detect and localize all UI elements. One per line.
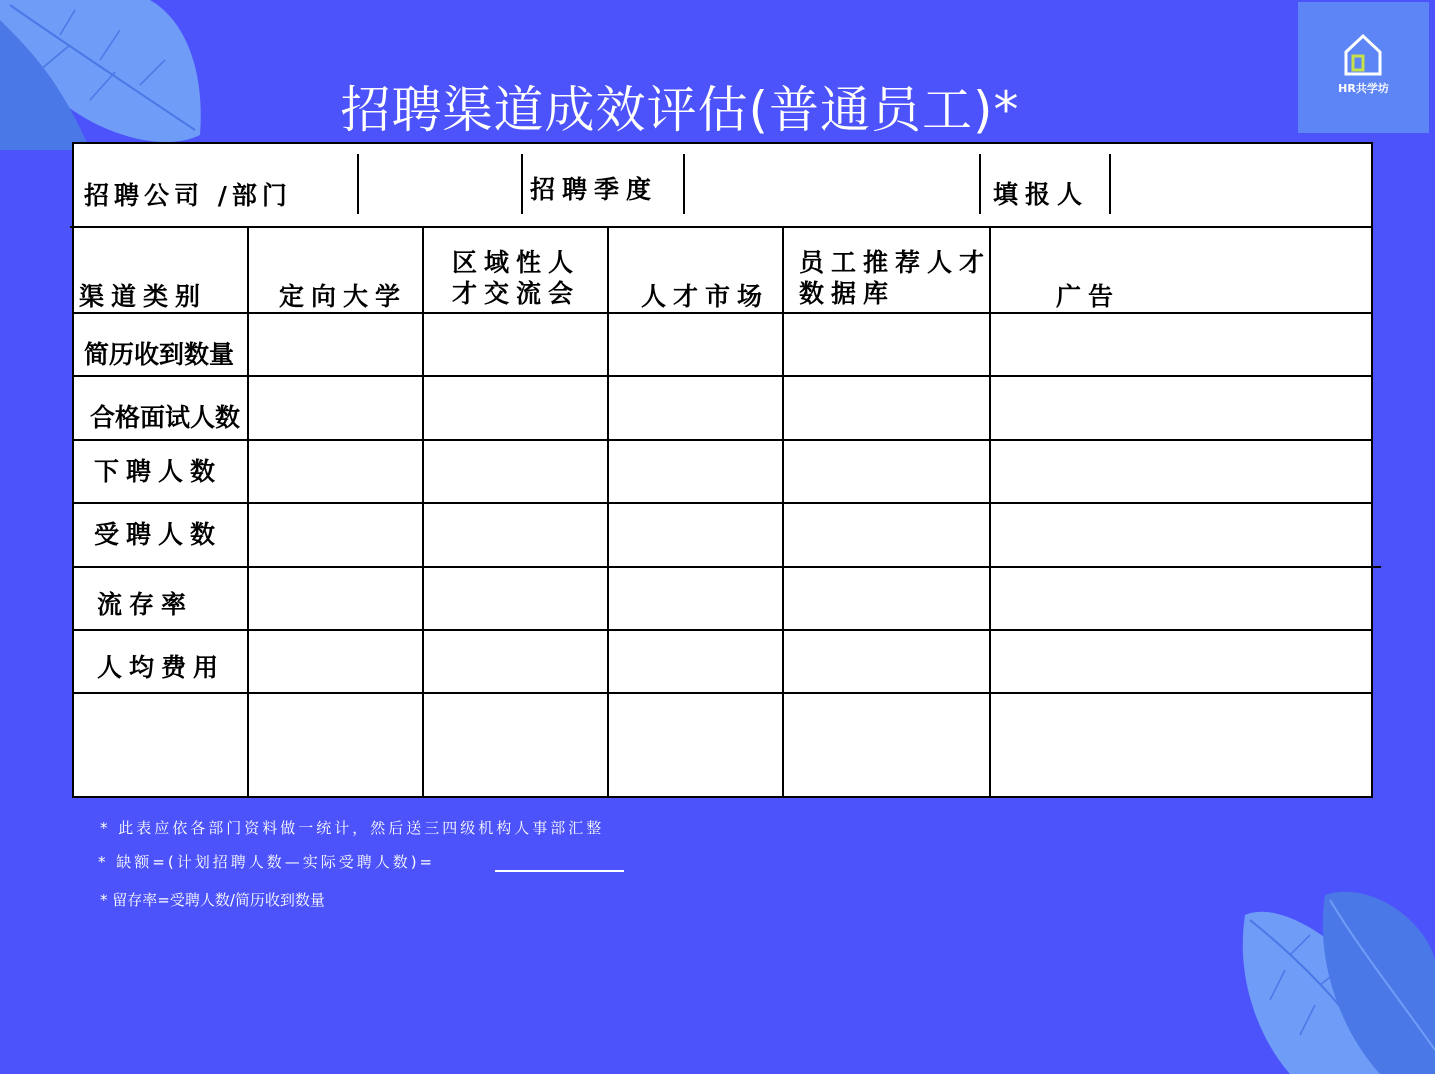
column-divider	[607, 228, 609, 798]
row-divider	[70, 226, 1371, 228]
footnote-2: * 缺额=(计划招聘人数—实际受聘人数)=	[98, 853, 436, 871]
leaf-decoration-bottom-right	[1230, 880, 1435, 1074]
row-divider	[74, 502, 1371, 504]
row-label-retention: 流存率	[97, 590, 194, 619]
column-header-university: 定向大学	[279, 282, 408, 311]
table-cell[interactable]	[992, 315, 1370, 374]
row-divider	[74, 629, 1371, 631]
column-header-advertising: 广告	[1056, 282, 1121, 311]
column-divider	[989, 228, 991, 798]
company-label: 招聘公司 /部门	[84, 181, 292, 210]
reporter-field[interactable]	[1116, 162, 1356, 206]
table-cell[interactable]	[610, 315, 781, 374]
column-header-talent-market: 人才市场	[641, 282, 770, 311]
row-label-resumes: 简历收到数量	[84, 340, 235, 369]
column-divider	[422, 228, 424, 798]
column-divider	[247, 228, 249, 798]
evaluation-form	[72, 142, 1373, 798]
column-header-job-fair: 区域性人才交流会	[452, 248, 581, 308]
footnote-1: * 此表应依各部门资料做一统计，然后送三四级机构人事部汇整	[100, 819, 605, 837]
row-label-offers: 下聘人数	[94, 457, 223, 486]
table-cell[interactable]	[250, 315, 421, 374]
row-divider	[74, 375, 1371, 377]
reporter-label: 填报人	[993, 180, 1090, 209]
logo-text: HR共学坊	[1338, 82, 1389, 95]
info-divider	[357, 154, 359, 214]
footnote-3: * 留存率=受聘人数/简历收到数量	[100, 891, 325, 909]
row-label-cost-per-hire: 人均费用	[97, 653, 226, 682]
row-divider	[74, 692, 1371, 694]
shortage-blank-line	[495, 870, 624, 872]
row-divider	[74, 566, 1381, 568]
row-label-qualified-interviews: 合格面试人数	[90, 403, 241, 432]
page-title: 招聘渠道成效评估(普通员工)*	[340, 81, 1020, 139]
season-label: 招聘季度	[530, 175, 659, 204]
table-cell[interactable]	[785, 315, 988, 374]
column-divider	[782, 228, 784, 798]
table-cell[interactable]	[425, 315, 606, 374]
info-divider	[683, 154, 685, 214]
category-header: 渠道类别	[79, 282, 208, 311]
info-divider	[979, 154, 981, 214]
company-field[interactable]	[364, 162, 514, 206]
row-label-hired: 受聘人数	[94, 520, 223, 549]
info-divider	[1109, 154, 1111, 214]
column-header-referral: 员工推荐人才数据库	[799, 248, 992, 308]
row-divider	[74, 439, 1371, 441]
season-field[interactable]	[690, 162, 970, 206]
info-divider	[521, 154, 523, 214]
